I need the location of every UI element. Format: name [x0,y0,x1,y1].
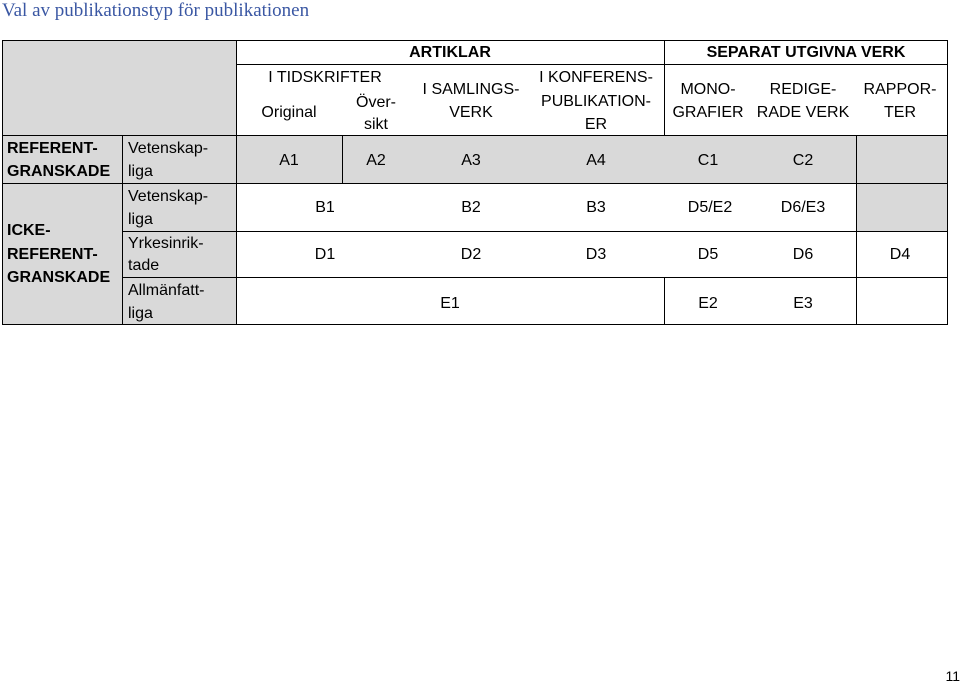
header-konferens-3: ER [584,116,608,133]
border-top [2,40,948,41]
group-referent-1: REFERENT- [7,140,98,157]
code-a1: A1 [279,152,299,169]
row-label-1a: Vetenskap- [128,140,209,157]
header-rapporter-1: RAPPOR- [863,81,937,98]
header-tidskrifter: I TIDSKRIFTER [268,69,382,86]
header-original: Original [261,104,317,121]
header-oversikt-2: sikt [364,116,388,133]
header-artiklar: ARTIKLAR [409,44,491,61]
row-label-3a: Yrkesinrik- [128,235,204,252]
code-b2: B2 [461,199,481,216]
code-a2: A2 [366,152,386,169]
header-konferens-1: I KONFERENS- [539,69,653,86]
row-label-1b: liga [128,163,153,180]
row-label-2b: liga [128,211,153,228]
code-e1: E1 [440,295,460,312]
group-icke-3: GRANSKADE [7,269,111,286]
group-icke-2: REFERENT- [7,246,98,263]
header-oversikt-1: Över- [356,94,396,111]
row-a-rapporter-fill [856,135,947,183]
header-rediger-2: RADE VERK [756,104,850,121]
code-e2: E2 [698,295,718,312]
header-samlingsverk-2: VERK [449,104,493,121]
code-d3: D3 [585,246,607,263]
divider-v-rapporter [856,135,857,324]
code-d6: D6 [792,246,814,263]
code-c2: C2 [792,152,814,169]
group-referent-2: GRANSKADE [7,163,111,180]
row-label-3b: tade [128,257,160,274]
header-rediger-1: REDIGE- [769,81,837,98]
row-label-4b: liga [128,305,153,322]
header-monografier-1: MONO- [680,81,736,98]
row-label-4a: Allmänfatt- [128,282,205,299]
border-bottom [2,324,948,325]
code-b1: B1 [315,199,335,216]
code-a4: A4 [586,152,606,169]
code-d5: D5 [697,246,719,263]
divider-h-artiklar [236,64,948,65]
page-title: Val av publikationstyp för publikationen [2,0,310,21]
group-icke-1: ICKE- [7,222,51,239]
header-corner-cell [2,40,236,135]
header-samlingsverk-1: I SAMLINGS- [422,81,520,98]
divider-v-groups [122,135,123,324]
row-label-2a: Vetenskap- [128,188,209,205]
code-b3: B3 [586,199,606,216]
code-d5-e2: D5/E2 [687,199,733,216]
divider-v-artiklar [664,40,665,135]
code-c1: C1 [697,152,719,169]
divider-h-header [2,135,948,136]
code-d4: D4 [889,246,911,263]
header-rapporter-2: TER [884,104,916,121]
code-e3: E3 [793,295,813,312]
row-b-rapporter-fill [856,183,947,231]
divider-v-a1 [342,135,343,183]
page-number: 11 [945,668,960,684]
divider-h-row3 [122,277,948,278]
code-a3: A3 [461,152,481,169]
row-a-sep-fill [236,135,856,183]
header-konferens-2: PUBLIKATION- [541,93,651,110]
header-separat: SEPARAT UTGIVNA VERK [706,44,906,61]
divider-v-e1 [664,277,665,324]
code-d6-e3: D6/E3 [780,199,826,216]
divider-h-referent [2,183,948,184]
divider-h-row2 [122,231,948,232]
code-d1: D1 [314,246,336,263]
code-d2: D2 [460,246,482,263]
header-monografier-2: GRAFIER [672,104,744,121]
